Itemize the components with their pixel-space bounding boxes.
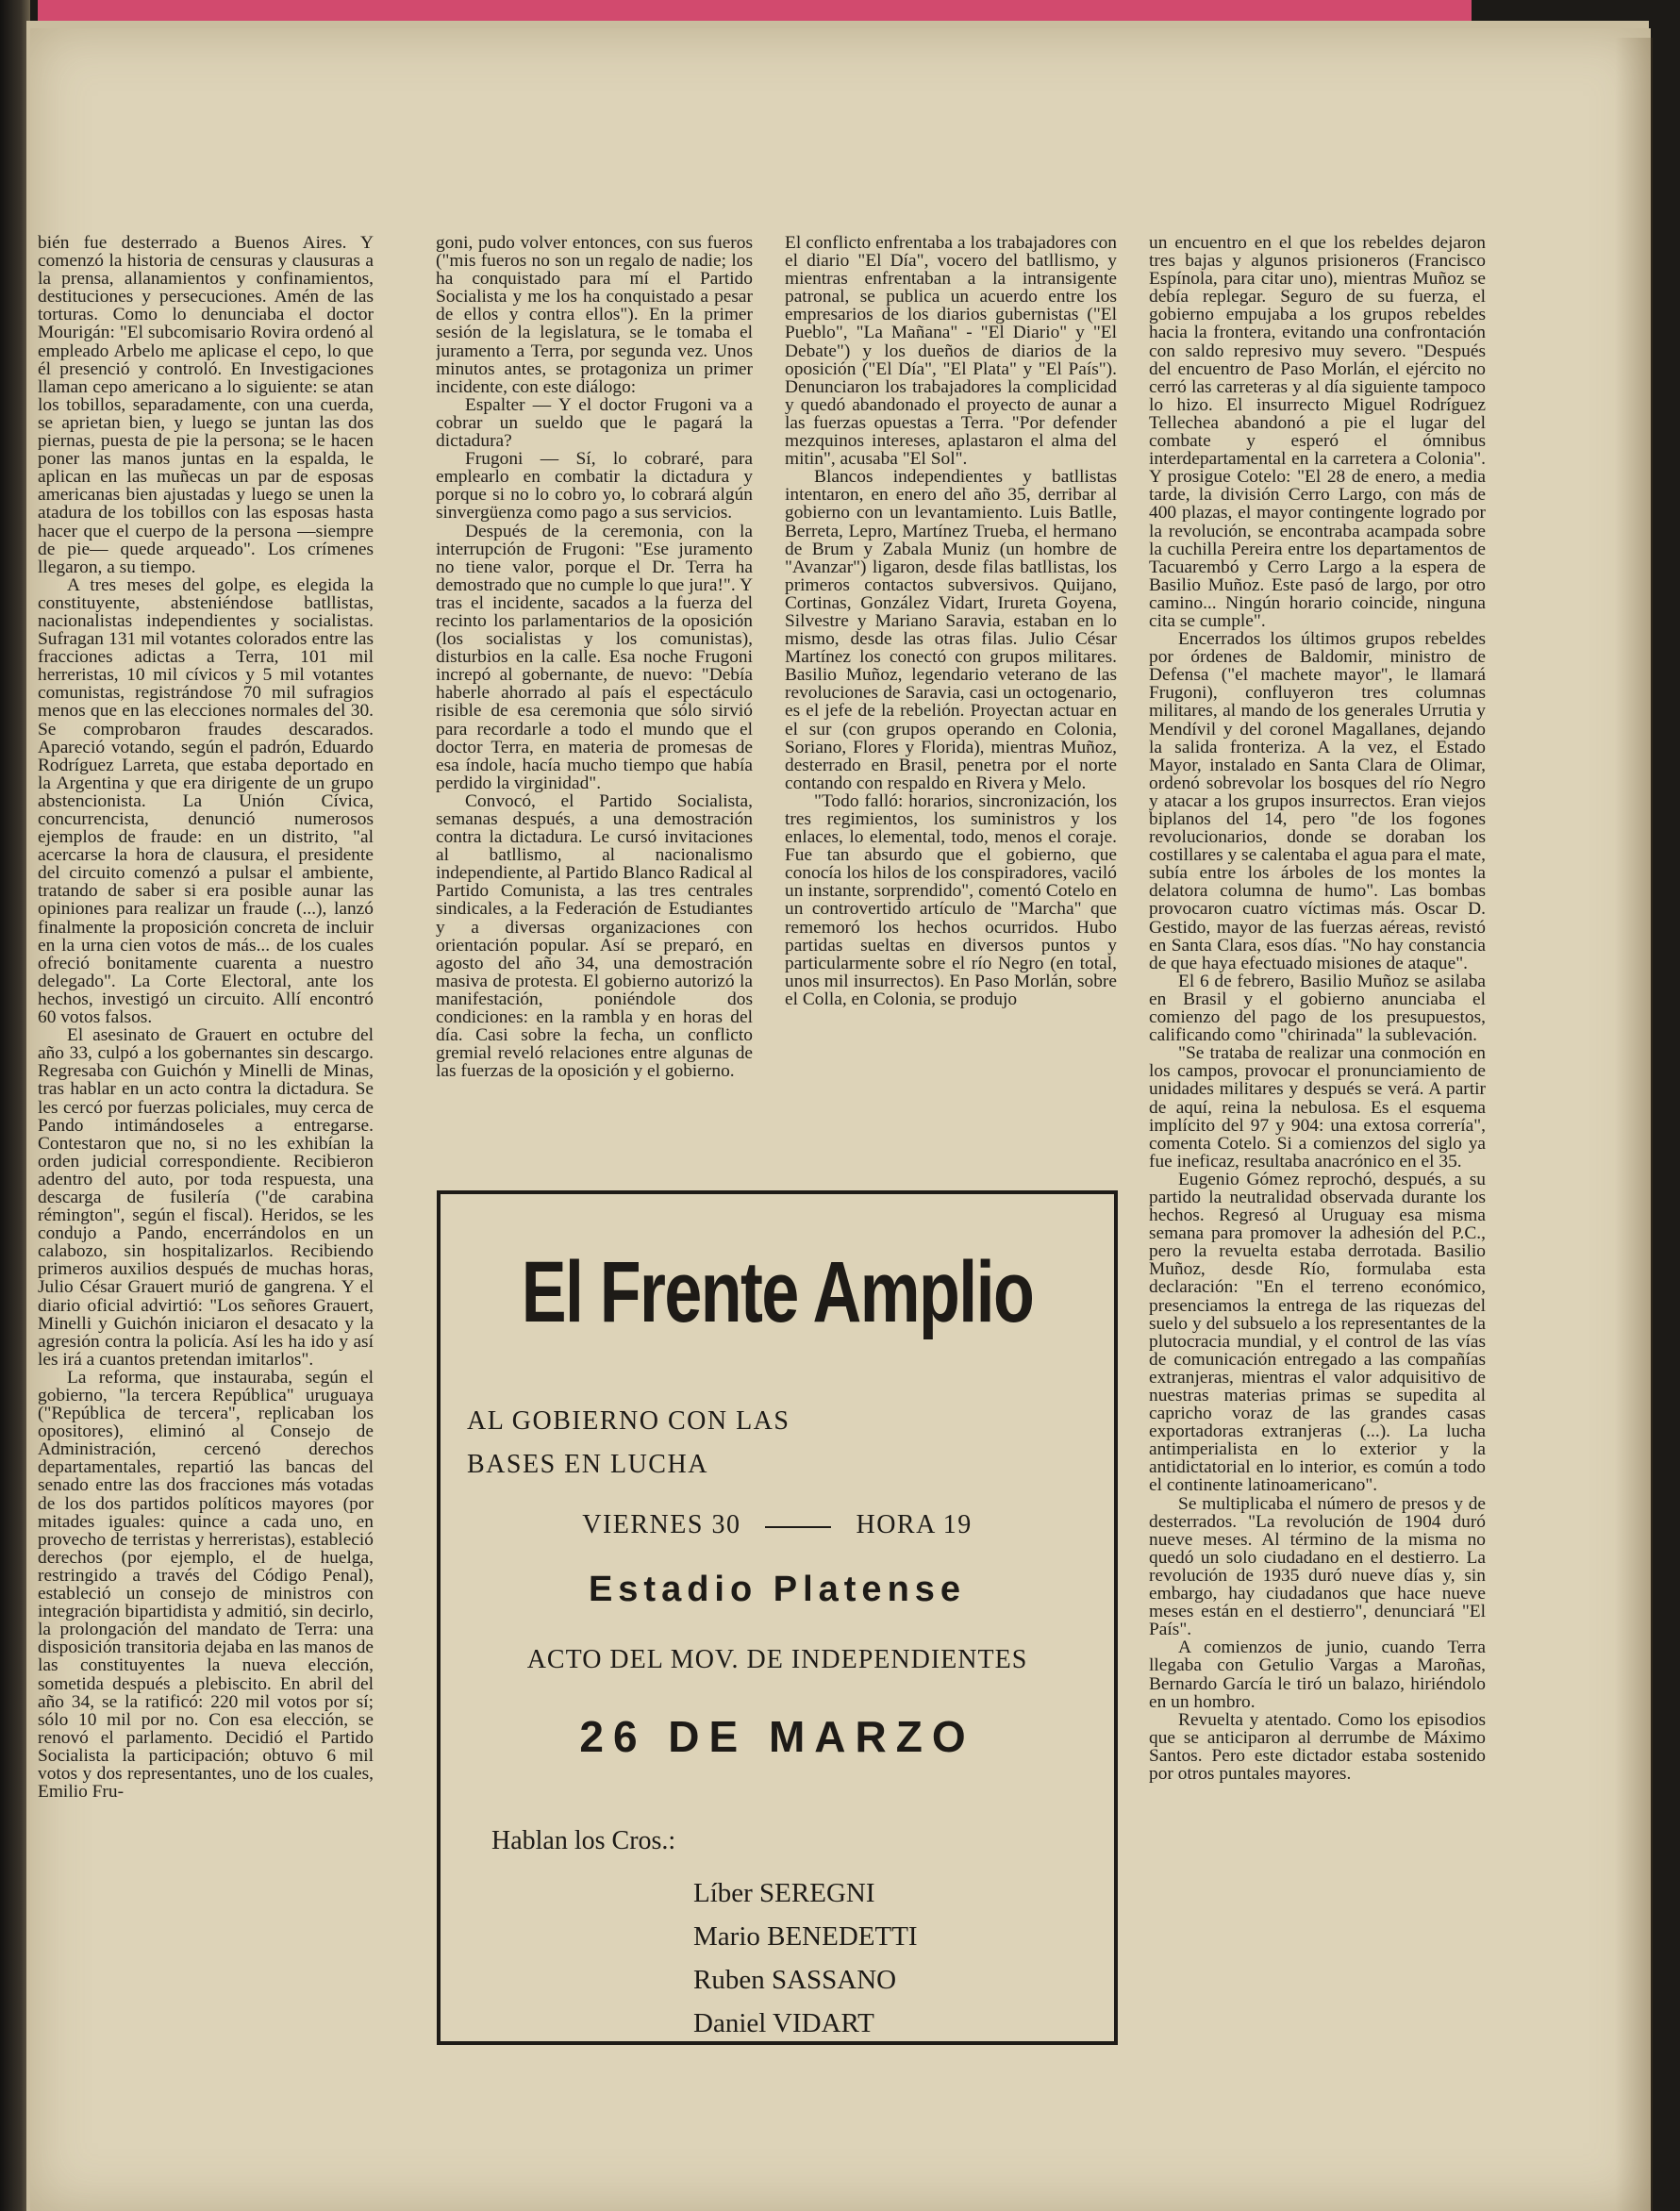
paragraph: Después de la ceremonia, con la interrupción de Frugoni: "Ese juramento no tiene valor, porque el Dr. Terra ha demostrado que no cumple lo que jura!". Y tras el incidente, sacados a la fuerza del recinto los parlamentarios de la oposición (los socialistas y los comunistas), disturbios en la calle. Esa noche Frugoni increpó al gobernante, de nuevo: "Debía haberle ahorrado al país el espectáculo risible de esa ceremonia que sólo sirvió para recordarle a todo el mundo que el doctor Terra, en materia de promesas de esa índole, hacía mucho tiempo que había perdido la virginidad". — [436, 521, 753, 793]
paragraph: bién fue desterrado a Buenos Aires. Y comenzó la historia de censuras y clausuras a la prensa, allanamientos y confinamientos, destituciones y persecuciones. Amén de las torturas. Como lo denunciaba el doctor Mourigán: "El subcomisario Rovira ordenó al empleado Arbelo me aplicase el cepo, lo que él presenció y controló. En Investigaciones llaman cepo americano a lo siguiente: se atan los tobillos, separadamente, con una cuerda, se aprietan bien, y luego se juntan las dos piernas, puesta de pie la persona; se le hacen poner las manos juntas en la espalda, le aplican en las muñecas un par de esposas americanas bien ajustadas y luego se unen la atadura de los tobillos con las esposas hasta hacer que el cuerpo de la persona —siempre de pie— quede arqueado". Los crímenes llegaron, a su tiempo. — [38, 234, 374, 577]
speaker-name: Líber SEREGNI — [693, 1878, 875, 1908]
page-crease — [1615, 38, 1653, 2211]
paragraph: un encuentro en el que los rebeldes dejaron tres bajas y algunos prisioneros (Francisco Espínola, para citar uno), mientras Muñoz se debía replegar. Seguro de su fuerza, el gobierno empujaba a los grupos rebeldes hacia la frontera, evitando una confrontación con saldo represivo muy severo. "Después del encuentro de Paso Morlán, el ejército no cerró las carreteras y al día siguiente tampoco lo hizo. El insurrecto Miguel Rodríguez Tellechea abandonó a pie el lugar del combate y esperó el ómnibus interdepartamental en la carretera a Colonia". Y prosigue Cotelo: "El 28 de enero, a media tarde, la división Cerro Largo, con más de 400 plazas, el mayor contingente logrado por la revolución, se encontraba acampada sobre la cuchilla Pereira entre los departamentos de Tacuarembó y Cerro Largo a la espera de Basilio Muñoz. Este pasó de largo, por otro camino... Ningún horario coincide, ninguna cita se cumple". — [1149, 234, 1486, 631]
speaker-name: Ruben SASSANO — [693, 1965, 897, 1995]
ad-subtitle-line: AL GOBIERNO CON LAS — [467, 1406, 790, 1436]
ad-subtitle-line: BASES EN LUCHA — [467, 1450, 708, 1479]
ad-speakers-intro: Hablan los Cros.: — [491, 1826, 676, 1855]
paragraph: Revuelta y atentado. Como los episodios que se anticiparon al derrumbe de Máximo Santos. Pero este dictador estaba sostenido por otros puntales mayores. — [1149, 1709, 1486, 1784]
paragraph: La reforma, que instauraba, según el gobierno, "la tercera República" uruguaya ("República de tercera", replicaban los opositores), eliminó al Consejo de Administración, cercenó derechos departamentales, repartió las bancas del senado entre las dos fracciones más votadas de los dos partidos políticos mayores (por mitades iguales: quince a cada uno, en provecho de terristas y herreristas), estableció derechos (por ejemplo, el de huelga, restringido a través del Código Penal), estableció un consejo de ministros con integración bipartidista y admitió, sin decirlo, la prolongación del mandato de Terra: una disposición transitoria dejaba en las manos de las constituyentes la nueva elección, sometida después a plebiscito. En abril del año 34, se la ratificó: 220 mil votos por sí; sólo 10 mil por no. Con esa elección, se renovó el parlamento. Decidió el Partido Socialista la participación; obtuvo 6 mil votos y dos representantes, uno de los cuales, Emilio Fru- — [38, 1367, 374, 1803]
speaker-name: Mario BENEDETTI — [693, 1921, 918, 1952]
paragraph: "Todo falló: horarios, sincronización, los tres regimientos, los suministros y los enlaces, lo elemental, todo, menos el coraje. Fue tan absurdo que el gobierno, que conocía los hilos de los conspiradores, vaciló un instante, sorprendido", comentó Cotelo en un controvertido artículo de "Marcha" que rememoró los hechos ocurridos. Hubo partidas sueltas en diversos puntos y particularmente sobre el río Negro (en total, unos mil insurrectos). En Paso Morlán, sobre el Colla, en Colonia, se produjo — [785, 790, 1117, 1009]
article-column-3 — [785, 234, 1117, 1196]
ad-day: VIERNES 30 — [582, 1510, 741, 1539]
dash-divider — [765, 1526, 831, 1528]
paragraph: A tres meses del golpe, es elegida la constituyente, absteniéndose batllistas, nacionalistas independientes y socialistas. Sufragan 131 mil votantes colorados entre las fracciones adictas a Terra, 101 mil herreristas, 10 mil cívicos y 5 mil votantes comunistas, registrándose 70 mil sufragios menos que en las elecciones normales del 30. Se comprobaron fraudes descarados. Apareció votando, según el padrón, Eduardo Rodríguez Larreta, que estaba deportado en la Argentina y que era dirigente de un grupo abstencionista. La Unión Cívica, concurrencista, denunció numerosos ejemplos de fraude: en un distrito, "al acercarse la hora de clausura, el presidente del circuito comenzó a pulsar el ambiente, tratando de saber si era posible aunar las opiniones para realizar un fraude (...), lanzó finalmente la proposición concreta de incluir en la urna cien votos de más... de los cuales ofreció bonitamente cuarenta a nuestro delegado". La Corte Electoral, ante los hechos, investigó un circuito. Allí encontró 60 votos falsos. — [38, 574, 374, 1028]
paragraph: "Se trataba de realizar una conmoción en los campos, provocar el pronunciamiento de unidades militares y después se verá. A partir de aquí, reina la nebulosa. Es el esquema implícito del 97 y 904: una extosa correría", comenta Cotelo. Si a comienzos del siglo ya fue ineficaz, resultaba anacrónico en el 35. — [1149, 1043, 1486, 1172]
cover-edge-strip — [38, 0, 1472, 23]
frente-amplio-advertisement — [437, 1190, 1118, 2045]
paragraph: Espalter — Y el doctor Frugoni va a cobrar un sueldo que le pagará la dictadura? — [436, 394, 753, 452]
ad-date-time — [441, 1510, 1114, 1540]
ad-venue: Estadio Platense — [588, 1570, 967, 1609]
ad-movement: 26 DE MARZO — [579, 1712, 975, 1761]
paragraph: Convocó, el Partido Socialista, semanas después, a una demostración contra la dictadura. Le cursó invitaciones al batllismo, al nacionalismo independiente, al Partido Blanco Radical al Partido Comunista, a las tres centrales sindicales, a la Federación de Estudiantes y a diversas organizaciones con orientación popular. Así se preparó, en agosto del año 34, una demostración masiva de protesta. El gobierno autorizó la manifestación, poniéndole dos condiciones: en la rambla y en horas del día. Casi sobre la fecha, un conflicto gremial reveló relaciones entre algunas de las fuerzas de la oposición y el gobierno. — [436, 790, 753, 1082]
ad-title: El Frente Amplio — [521, 1244, 1034, 1340]
ad-hour: HORA 19 — [856, 1510, 973, 1539]
paragraph: El asesinato de Grauert en octubre del año 33, culpó a los gobernantes sin descargo. Regresaba con Guichón y Minelli de Minas, tras hablar en un acto contra la dictadura. Se les cercó por fuerzas policiales, muy cerca de Pando intimándoseles a entregarse. Contestaron que no, si no les exhibían la orden judicial correspondiente. Recibieron adentro del auto, por toda respuesta, una descarga de fusilería ("de carabina rémington", según el fiscal). Heridos, se les condujo a Pando, encerrándolos en un calabozo, sin hospitalizarlos. Recibiendo primeros auxilios después de muchas horas, Julio César Grauert murió de gangrena. Y el diario oficial advirtió: "Los señores Grauert, Minelli y Guichón iniciaron el desacato y la agresión contra la policía. Así les ha ido y así les irá a cuantos pretendan imitarlos". — [38, 1025, 374, 1370]
article-column-1 — [38, 234, 374, 2075]
ad-act: ACTO DEL MOV. DE INDEPENDIENTES — [526, 1645, 1028, 1674]
paragraph: El conflicto enfrentaba a los trabajadores con el diario "El Día", vocero del batllismo, y mientras enfrentaban a la intransigente patronal, se publica un acuerdo entre los empresarios de los diarios gubernistas ("El Pueblo", "La Mañana" - "El Diario" y "El Debate") y los dueños de diarios de la oposición ("El Día", "El Plata" y "El País"). Denunciaron los trabajadores la complicidad y quedó abandonado el proyecto de aunar a las fuerzas opuestas a Terra. "Por defender mezquinos intereses, aplastaron el alma del mitin", acusaba "El Sol". — [785, 234, 1117, 470]
paragraph: Blancos independientes y batllistas intentaron, en enero del año 35, derribar al gobierno con un levantamiento. Luis Batlle, Berreta, Lepro, Martínez Trueba, el hermano de Brum y Zabala Muniz (un hombre de "Avanzar") ligaron, desde filas batllistas, los primeros contactos subversivos. Quijano, Cortinas, González Vidart, Irureta Goyena, Silvestre y Mariano Saravia, estaban en lo mismo, desde las otras filas. Julio César Martínez los conectó con grupos militares. Basilio Muñoz, legendario veterano de las revoluciones de Saravia, casi un octogenario, es el jefe de la rebelión. Proyectan actuar en el sur (con grupos operando en Colonia, Soriano, Flores y Florida), mientras Muñoz, desterrado en Brasil, penetra por el norte contando con respaldo en Rivera y Melo. — [785, 467, 1117, 793]
article-column-4 — [1149, 234, 1486, 2073]
paragraph: A comienzos de junio, cuando Terra llegaba con Getulio Vargas a Maroñas, Bernardo García le tiró un balazo, hiriéndolo en un hombro. — [1149, 1637, 1486, 1712]
ad-subtitle — [467, 1400, 790, 1487]
paragraph: Se multiplicaba el número de presos y de desterrados. "La revolución de 1904 duró nueve meses. Al término de la misma no quedó un solo ciudadano en el destierro. La revolución de 1935 duró nueve días y, sin embargo, hay ciudadanos que hace nueve meses están en el destierro", denunciará "El País". — [1149, 1493, 1486, 1640]
paragraph: Encerrados los últimos grupos rebeldes por órdenes de Baldomir, ministro de Defensa ("el machete mayor", le llamará Frugoni), confluyeron tres columnas militares, al mando de los generales Urrutia y Mendívil y del coronel Magallanes, dejando la salida fronteriza. A la vez, el Estado Mayor, instalado en Santa Clara de Olimar, ordenó sobrevolar los bosques del río Negro y atacar a los grupos insurrectos. Eran viejos biplanos del 14, pero "de los fogones revolucionarios, donde se doraban los costillares y se calentaba el agua para el mate, subía entre los árboles de los montes la delatora columna de humo". Las bombas provocaron cuatro víctimas más. Oscar D. Gestido, mayor de las fuerzas aéreas, revistó en Santa Clara, esos días. "No hay constancia de que haya efectuado misiones de ataque". — [1149, 629, 1486, 973]
paragraph: Frugoni — Sí, lo cobraré, para emplearlo en combatir la dictadura y porque si no lo cobro yo, lo cobrará algún sinvergüenza como pago a sus servicios. — [436, 449, 753, 524]
article-column-2 — [436, 234, 753, 1196]
speaker-name: Daniel VIDART — [693, 2008, 874, 2038]
paragraph: goni, pudo volver entonces, con sus fueros ("mis fueros no son un regalo de nadie; los ha conquistado para mí el Partido Socialista y me los ha conquistado a pesar de ellos y contra ellos"). En la primer sesión de la legislatura, se le tomaba el juramento a Terra, por segunda vez. Unos minutos antes, se protagoniza un primer incidente, con este diálogo: — [436, 234, 753, 397]
paragraph: El 6 de febrero, Basilio Muñoz se asilaba en Brasil y el gobierno anunciaba el comienzo del pago de los presupuestos, calificando como "chirinada" la sublevación. — [1149, 971, 1486, 1046]
ad-speakers-list — [693, 1871, 918, 2045]
paragraph: Eugenio Gómez reprochó, después, a su partido la neutralidad observada durante los hechos. Regresó al Uruguay esa misma semana para promover la adhesión del P.C., pero la revuelta estaba derrotada. Basilio Muñoz, desde Río, formulaba esta declaración: "En el terreno económico, presenciamos la entrega de las riquezas del suelo y del subsuelo a los representantes de la plutocracia mundial, y el control de las vías de comunicación entregado a las compañías extranjeras, mientras el valor adquisitivo de nuestras materias primas se supedita al capricho voraz de las grandes casas exportadoras extranjeras (...). La lucha antimperialista en lo exterior y la antidictatorial en lo interior, es común a todo el continente latinoamericano". — [1149, 1169, 1486, 1496]
